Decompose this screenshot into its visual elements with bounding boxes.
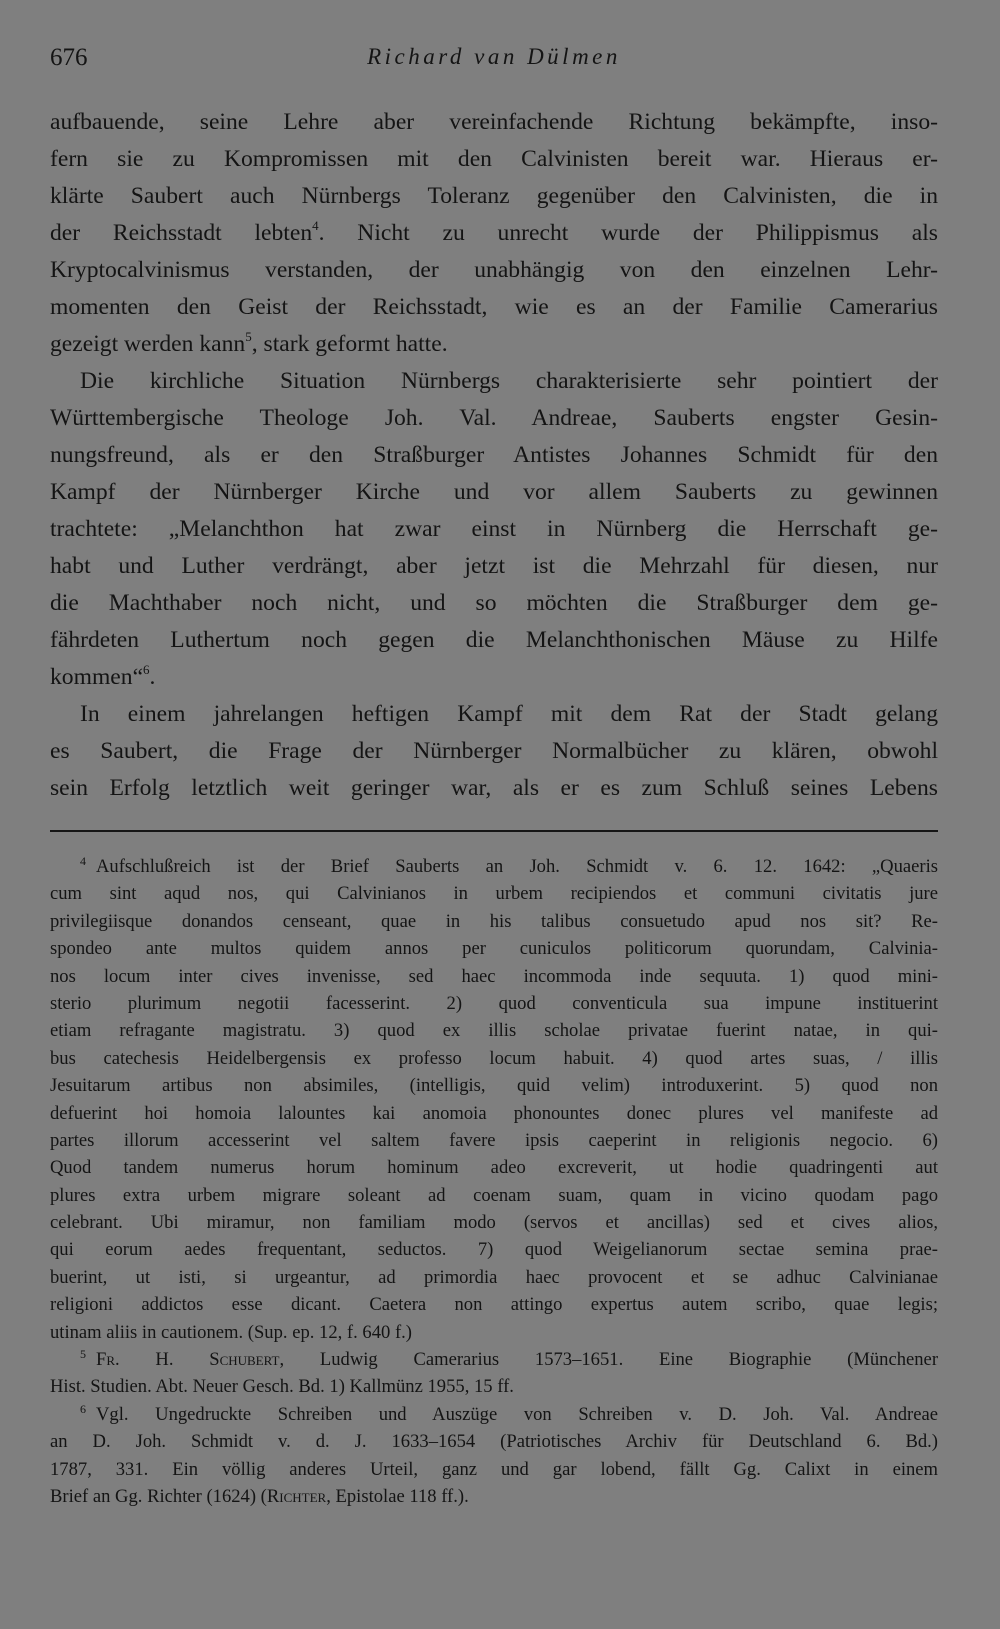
footnote-mark-4: 4: [80, 854, 86, 868]
text-fragment: .: [149, 664, 156, 690]
text-fragment: , Ludwig Camerarius 1573–1651. Eine Biographie (Münchener: [279, 1349, 939, 1371]
footnote-5-line: Hist. Studien. Abt. Neuer Gesch. Bd. 1) Kallmünz 1955, 15 ff.: [50, 1376, 514, 1398]
text-line: es Saubert, die Frage der Nürnberger Normalbücher zu klären, obwohl: [50, 738, 938, 764]
footnote-4-line: buerint, ut isti, si urgeantur, ad primordia haec provocent et se adhuc Calvinianae: [50, 1266, 938, 1288]
text-line: Die kirchliche Situation Nürnbergs charakterisierte sehr pointiert der: [80, 368, 938, 394]
footnote-4-line: utinam aliis in cautionem. (Sup. ep. 12, f. 640 f.): [50, 1321, 412, 1343]
page-header: [50, 44, 938, 84]
footnote-ref-4[interactable]: 4: [312, 218, 319, 233]
text-fragment: kommen“: [50, 664, 144, 690]
text-line: momenten den Geist der Reichsstadt, wie es an der Familie Camerarius: [50, 294, 938, 320]
text-line: Württembergische Theologe Joh. Val. Andreae, Sauberts engster Gesin-: [50, 405, 938, 431]
footnote-4-line: Quod tandem numerus horum hominum adeo excreverit, ut hodie quadringenti aut: [50, 1157, 938, 1179]
page-number: 676: [50, 44, 88, 71]
text-fragment: gezeigt werden kann: [50, 331, 246, 357]
footnote-4-line: cum sint aqud nos, qui Calvinianos in urbem recipiendos et communi civitatis jure: [50, 883, 938, 905]
footnote-6-line: an D. Joh. Schmidt v. d. J. 1633–1654 (Patriotisches Archiv für Deutschland 6. Bd.): [50, 1431, 938, 1453]
footnote-4-line: [50, 853, 938, 880]
footnote-4-line: partes illorum accesserint vel saltem favere ipsis caeperint in religionis negocio. 6): [50, 1129, 938, 1151]
text-line: fern sie zu Kompromissen mit den Calvinisten bereit war. Hieraus er-: [50, 146, 938, 172]
footnote-6-line: 1787, 331. Ein völlig anderes Urteil, ganz und gar lobend, fällt Gg. Calixt in einem: [50, 1458, 938, 1480]
footnote-ref-5[interactable]: 5: [245, 329, 252, 344]
footnote-4-line: spondeo ante multos quidem annos per cuniculos politicorum quorundam, Calvinia-: [50, 938, 938, 960]
text-fragment: Brief an Gg. Richter (1624) (: [50, 1485, 267, 1507]
text-line: aufbauende, seine Lehre aber vereinfachende Richtung bekämpfte, inso-: [50, 109, 938, 135]
footnote-divider: [50, 830, 938, 832]
footnote-4-line: defuerint hoi homoia lalountes kai anomoia phonountes donec plures vel manifeste ad: [50, 1102, 938, 1124]
footnote-mark-5: 5: [80, 1347, 86, 1362]
footnote-4-line: etiam refragante magistratu. 3) quod ex illis scholae privatae fuerint natae, in qui-: [50, 1020, 938, 1042]
footnote-5-line: [50, 1346, 938, 1373]
footnote-4-line: Jesuitarum artibus non absimiles, (intelligis, quid velim) introduxerint. 5) quod non: [50, 1075, 938, 1097]
text-line: [50, 659, 938, 696]
text-line: nungsfreund, als er den Straßburger Antistes Johannes Schmidt für den: [50, 442, 938, 468]
footnote-mark-6: 6: [80, 1401, 86, 1416]
text-line: Kampf der Nürnberger Kirche und vor allem Sauberts zu gewinnen: [50, 479, 938, 505]
text-line: fährdeten Luthertum noch gegen die Melanchthonischen Mäuse zu Hilfe: [50, 627, 938, 653]
footnote-4-line: bus catechesis Heidelbergensis ex professo locum habuit. 4) quod artes suas, / illis: [50, 1047, 938, 1069]
text-line: [50, 215, 938, 252]
footnote-4-line: sterio plurimum negotii facesserint. 2) quod conventicula sua impune instituerint: [50, 992, 938, 1014]
text-fragment: Vgl. Ungedruckte Schreiben und Auszüge von Schreiben v. D. Joh. Val. Andreae: [96, 1403, 938, 1425]
text-line: habt und Luther verdrängt, aber jetzt ist die Mehrzahl für diesen, nur: [50, 553, 938, 579]
footnote-4-line: celebrant. Ubi miramur, non familiam modo (servos et ancillas) sed et cives alios,: [50, 1212, 938, 1234]
author-name: Richter: [266, 1485, 327, 1507]
text-line: In einem jahrelangen heftigen Kampf mit dem Rat der Stadt gelang: [80, 701, 938, 727]
footnote-4-line: privilegiisque donandos censeant, quae in his talibus consuetudo apud nos sit? Re-: [50, 910, 938, 932]
footnote-4-line: nos locum inter cives invenisse, sed haec incommoda inde sequuta. 1) quod mini-: [50, 965, 938, 987]
footnotes: [50, 853, 938, 1510]
text-line: Kryptocalvinismus verstanden, der unabhängig von den einzelnen Lehr-: [50, 257, 938, 283]
footnote-4-line: plures extra urbem migrare soleant ad coenam suam, quam in vicino quodam pago: [50, 1184, 938, 1206]
text-fragment: , stark geformt hatte.: [251, 331, 448, 357]
main-text: [50, 104, 938, 807]
text-line: klärte Saubert auch Nürnbergs Toleranz gegenüber den Calvinisten, die in: [50, 183, 938, 209]
text-line: trachtete: „Melanchthon hat zwar einst in Nürnberg die Herrschaft ge-: [50, 516, 938, 542]
author-name: Fr. H. Schubert: [96, 1349, 280, 1371]
text-line: [50, 326, 938, 363]
text-fragment: . Nicht zu unrecht wurde der Philippismus als: [318, 220, 938, 246]
text-fragment: , Epistolae 118 ff.).: [326, 1485, 469, 1507]
footnote-4-line: religioni addictos esse dicant. Caetera non attingo expertus autem scribo, quae legis;: [50, 1294, 938, 1316]
footnote-6-line: [50, 1401, 938, 1428]
text-fragment: der Reichsstadt lebten: [50, 220, 313, 246]
footnote-ref-6[interactable]: 6: [143, 662, 150, 677]
text-fragment: Aufschlußreich ist der Brief Sauberts an Joh. Schmidt v. 6. 12. 1642: „Quaeris: [96, 856, 938, 877]
footnote-6-line: [50, 1483, 938, 1510]
text-line: sein Erfolg letztlich weit geringer war, als er es zum Schluß seines Lebens: [50, 775, 938, 801]
running-title: Richard van Dülmen: [367, 44, 621, 69]
footnote-4-line: qui eorum aedes frequentant, seductos. 7) quod Weigelianorum sectae semina prae-: [50, 1239, 938, 1261]
text-line: die Machthaber noch nicht, und so möchten die Straßburger dem ge-: [50, 590, 938, 616]
